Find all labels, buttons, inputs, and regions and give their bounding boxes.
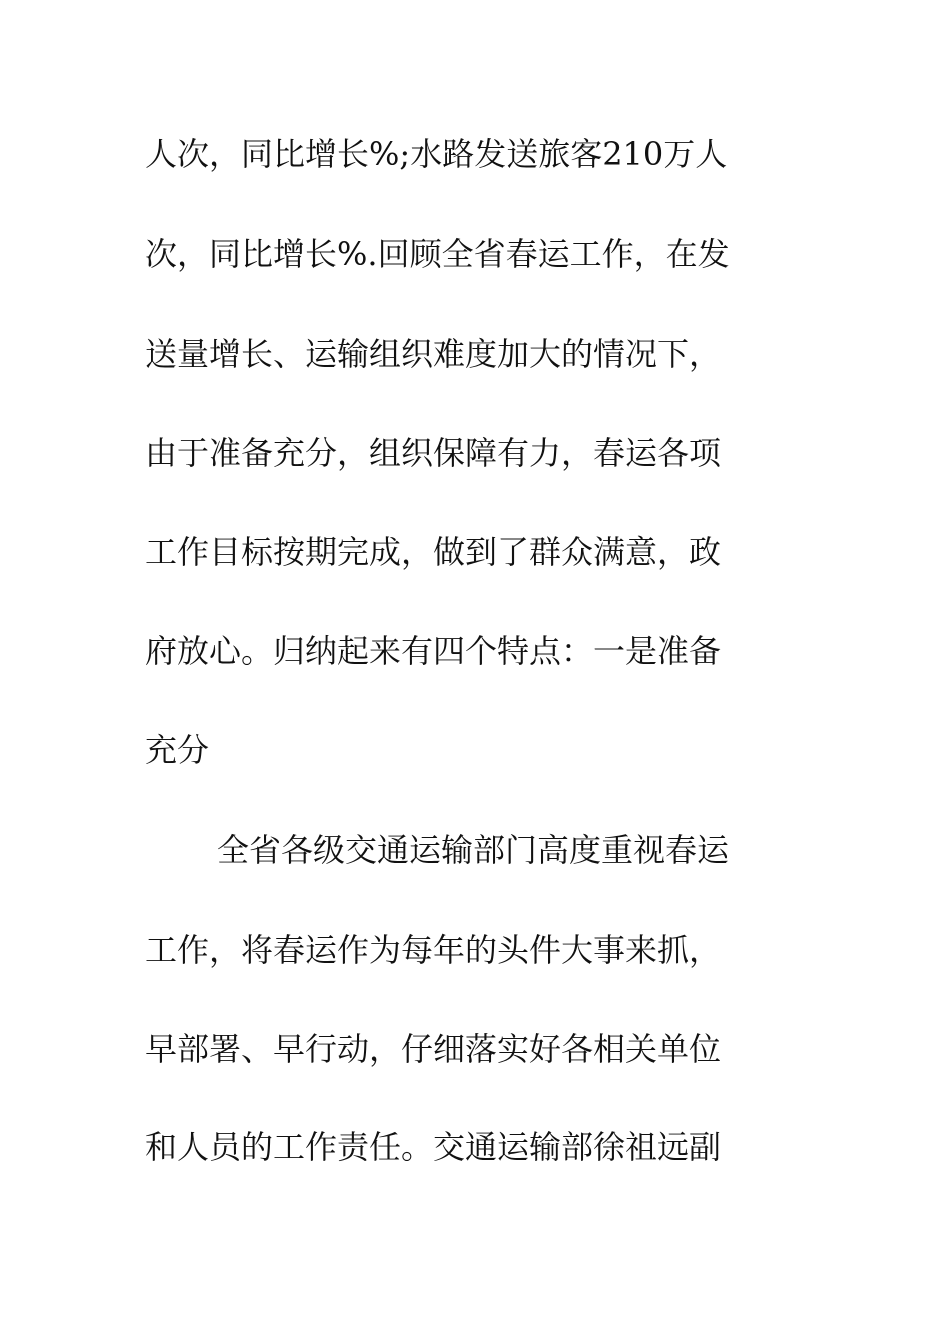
text-line: 全省各级交通运输部门高度重视春运 — [217, 831, 730, 869]
text-line: 和人员的工作责任。交通运输部徐祖远副 — [145, 1128, 722, 1166]
text-line: 次，同比增长%.回顾全省春运工作，在发 — [145, 235, 730, 273]
text-line: 早部署、早行动，仔细落实好各相关单位 — [145, 1030, 722, 1068]
text-line: 由于准备充分，组织保障有力，春运各项 — [145, 434, 722, 472]
text-line: 府放心。归纳起来有四个特点：一是准备 — [145, 632, 722, 670]
text-line: 工作目标按期完成，做到了群众满意，政 — [145, 533, 722, 571]
text-line: 充分 — [145, 731, 210, 769]
text-line: 人次，同比增长%;水路发送旅客210万人 — [145, 135, 728, 173]
text-line: 送量增长、运输组织难度加大的情况下， — [145, 335, 722, 373]
text-line: 工作，将春运作为每年的头件大事来抓， — [145, 931, 722, 969]
